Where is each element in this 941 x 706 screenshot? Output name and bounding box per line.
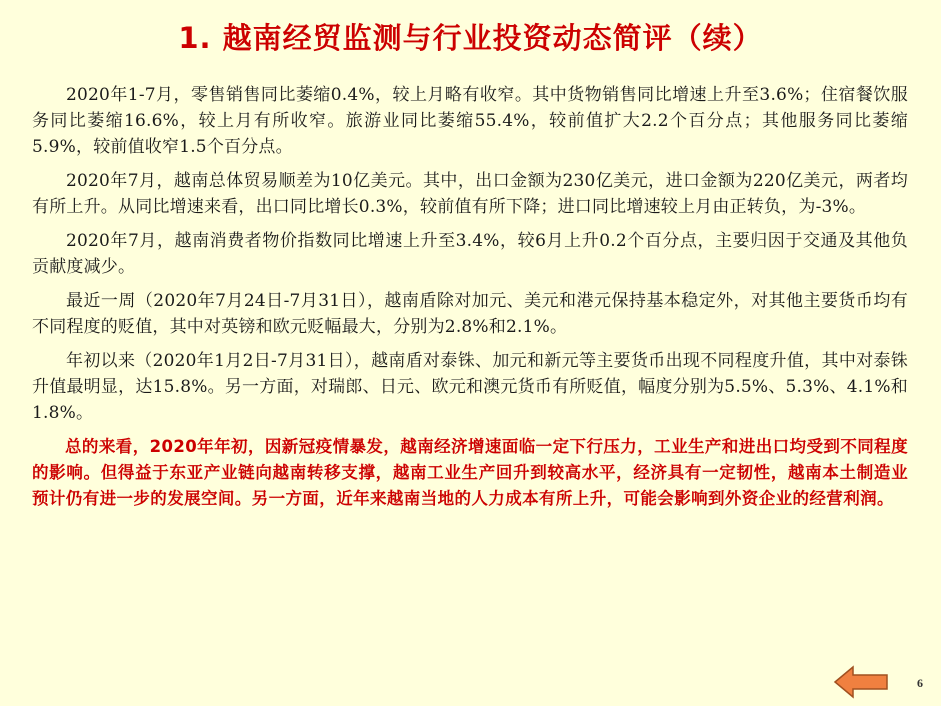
page-number: 6	[917, 676, 923, 690]
paragraph-ytd-currency: 年初以来（2020年1月2日-7月31日），越南盾对泰铢、加元和新元等主要货币出现不同程度升值，其中对泰铢升值最明显，达15.8%。另一方面，对瑞郎、日元、欧元和澳元货币有所贬值，幅度分别为5.5%、5.3%、4.1%和1.8%。	[32, 351, 908, 423]
paragraph-retail-sales: 2020年1-7月，零售销售同比萎缩0.4%，较上月略有收窄。其中货物销售同比增速上升至3.6%；住宿餐饮服务同比萎缩16.6%，较上月有所收窄。旅游业同比萎缩55.4%，较前值扩大2.2个百分点；其他服务同比萎缩5.9%，较前值收窄1.5个百分点。	[32, 85, 908, 157]
slide-title: 1. 越南经贸监测与行业投资动态简评（续）	[178, 21, 763, 55]
back-button[interactable]	[833, 665, 889, 699]
paragraph-trade-balance: 2020年7月，越南总体贸易顺差为10亿美元。其中，出口金额为230亿美元，进口金额为220亿美元，两者均有所上升。从同比增速来看，出口同比增长0.3%，较前值有所下降；进口同比增速较上月由正转负，为-3%。	[32, 171, 908, 217]
left-arrow-icon	[833, 665, 889, 699]
paragraph-cpi: 2020年7月，越南消费者物价指数同比增速上升至3.4%，较6月上升0.2个百分点，主要归因于交通及其他负贡献度减少。	[32, 231, 908, 277]
paragraph-conclusion: 总的来看，2020年年初，因新冠疫情暴发，越南经济增速面临一定下行压力，工业生产和进出口均受到不同程度的影响。但得益于东亚产业链向越南转移支撑，越南工业生产回升到较高水平，经济具有一定韧性，越南本土制造业预计仍有进一步的发展空间。另一方面，近年来越南当地的人力成本有所上升，可能会影响到外资企业的经营利润。	[32, 437, 908, 508]
slide-body	[32, 82, 908, 520]
paragraph-weekly-currency: 最近一周（2020年7月24日-7月31日），越南盾除对加元、美元和港元保持基本稳定外，对其他主要货币均有不同程度的贬值，其中对英镑和欧元贬幅最大，分别为2.8%和2.1%。	[32, 291, 908, 337]
